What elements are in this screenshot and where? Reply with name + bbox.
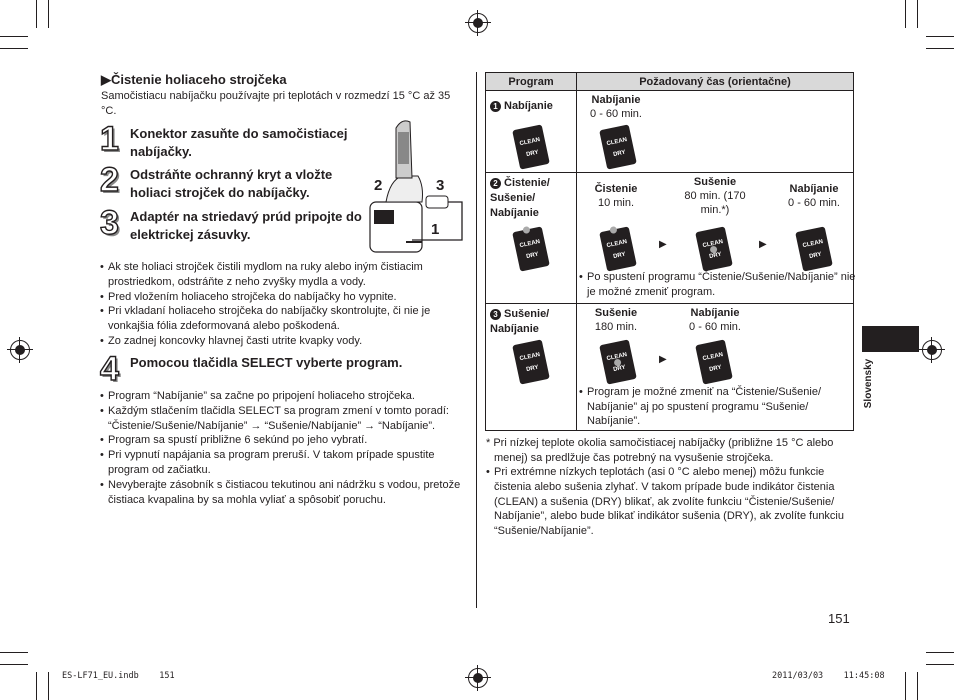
crop-mark [917, 0, 918, 28]
language-tab-label: Slovensky [863, 358, 875, 409]
clean-dry-indicator-icon: CLEAN DRY [599, 124, 637, 169]
list-item: • Pred vložením holiaceho strojčeka do nabíjačky ho vypnite. [100, 290, 462, 305]
list-item: • Každým stlačením tlačidla SELECT sa program zmení v tomto poradí: “Čistenie/Sušenie/Nabíjanie” → “Sušenie/Nabíjanie” → “Nabíjanie”. [100, 404, 470, 434]
program-number-badge: 2 [490, 178, 501, 189]
list-item: • Program sa spustí približne 6 sekúnd po jeho vybratí. [100, 433, 470, 448]
step-4-text: Pomocou tlačidla SELECT vyberte program. [130, 355, 403, 370]
crop-mark [926, 36, 954, 37]
registration-mark-icon [10, 340, 30, 360]
play-arrow-icon: ▶ [101, 72, 111, 87]
step-2-text: Odstráňte ochranný kryt a vložte holiaci strojček do nabíjačky. [130, 167, 333, 200]
column-divider [476, 72, 477, 608]
arrow-right-icon: ▶ [659, 354, 667, 365]
footnote-asterisk [486, 436, 859, 466]
phase-label: Sušenie [693, 176, 737, 188]
time-cell [577, 173, 854, 304]
step-number: 2 [100, 161, 119, 199]
phase-label: Nabíjanie [789, 183, 839, 195]
language-tab-marker [862, 326, 919, 352]
program-number-badge: 1 [490, 101, 501, 112]
crop-mark [926, 664, 954, 665]
phase-label: Nabíjanie [591, 94, 641, 106]
phase-time: 10 min. [597, 197, 635, 209]
clean-dry-indicator-icon: CLEAN DRY [512, 339, 550, 384]
figure-label: 1 [431, 221, 440, 238]
crop-mark [0, 664, 28, 665]
registration-mark-icon [468, 668, 488, 688]
program-name: Nabíjanie [504, 100, 553, 112]
program-name: Sušenie/ Nabíjanie [490, 308, 550, 335]
program-name-cell [486, 304, 577, 431]
figure-label: 2 [374, 177, 383, 194]
phase-label: Nabíjanie [690, 307, 740, 319]
registration-mark-icon [468, 13, 488, 33]
crop-mark [926, 652, 954, 653]
phase-label: Čistenie [594, 183, 638, 195]
print-footer-right: 2011/03/03 11:45:08 [772, 671, 885, 681]
program-note: Po spustení programu “Čistenie/Sušenie/Nabíjanie” nie je možné zmeniť program. [587, 271, 856, 298]
page-number: 151 [828, 611, 850, 626]
crop-mark [905, 672, 906, 700]
footnote-text: * Pri nízkej teplote okolia samočistiacej nabíjačky (približne 15 °C alebo menej) sa predlžuje čas potrebný na vysušenie strojčeka. [486, 437, 834, 464]
list-item: • Nevyberajte zásobník s čistiacou tekutinou ani nádržku s vodou, pretože čistiaca kvapalina by sa mohla vyliať a spôsobiť poruchu. [100, 478, 470, 508]
bullet-icon: • [579, 271, 583, 283]
section-intro: Samočistiacu nabíjačku používajte pri teplotách v rozmedzí 15 °C až 35 °C. [101, 90, 451, 117]
phase-time: 0 - 60 min. [689, 321, 741, 333]
crop-mark [36, 672, 37, 700]
crop-mark [905, 0, 906, 28]
program-name-cell [486, 91, 577, 173]
notes-list-1 [100, 260, 462, 349]
list-item: • Ak ste holiaci strojček čistili mydlom na ruky alebo iným čistiacim prostriedkom, odstráňte z neho zvyšky mydla a vody. [100, 260, 462, 290]
phase-time: 80 min. (170 min.*) [684, 190, 746, 216]
phase-time: 0 - 60 min. [788, 197, 840, 209]
arrow-right-icon: ▶ [659, 239, 667, 250]
clean-dry-indicator-icon: CLEAN DRY [599, 339, 637, 384]
column-header-program: Program [486, 73, 577, 91]
clean-dry-indicator-icon: CLEAN DRY [795, 226, 833, 271]
crop-mark [926, 48, 954, 49]
program-name: Čistenie/ Sušenie/ Nabíjanie [490, 177, 550, 219]
list-item: • Pri vkladaní holiaceho strojčeka do nabíjačky skontrolujte, či nie je vonkajšia fólia zdeformovaná alebo poškodená. [100, 304, 462, 334]
crop-mark [48, 0, 49, 28]
crop-mark [917, 672, 918, 700]
time-cell [577, 91, 854, 173]
program-number-badge: 3 [490, 309, 501, 320]
footnote-list [486, 465, 851, 539]
list-item: • Pri extrémne nízkych teplotách (asi 0 °C alebo menej) môžu funkcie čistenia alebo sušenia zlyhať. V takom prípade bude indikátor čistenia (CLEAN) a sušenia (DRY) blikať, ak zvolíte funkciu “Čistenie/Sušenie/ Nabíjanie”, alebo bude blikať indikátor sušenia (DRY), ak zvolíte funkciu “Sušenie/Nabíjanie”. [486, 465, 851, 539]
crop-mark [0, 652, 28, 653]
step-1-text: Konektor zasuňte do samočistiacej nabíjačky. [130, 126, 348, 159]
clean-dry-indicator-icon: CLEAN DRY [512, 226, 550, 271]
list-item: • Program “Nabíjanie” sa začne po pripojení holiaceho strojčeka. [100, 389, 470, 404]
column-header-time: Požadovaný čas (orientačne) [577, 73, 854, 91]
step-number: 3 [100, 204, 119, 242]
print-footer-left: ES-LF71_EU.indb 151 [62, 671, 175, 681]
arrow-right-icon: ▶ [759, 239, 767, 250]
bullet-icon: • [579, 386, 583, 398]
clean-dry-indicator-icon: CLEAN DRY [695, 226, 733, 271]
phase-time: 0 - 60 min. [590, 108, 642, 120]
phase [773, 182, 855, 210]
figure-label: 3 [436, 177, 445, 194]
step-number: 1 [100, 120, 119, 158]
step-number: 4 [100, 350, 119, 388]
crop-mark [0, 36, 28, 37]
registration-mark-icon [922, 340, 942, 360]
list-item: • Pri vypnutí napájania sa program preruší. V takom prípade spustite program od začiatku. [100, 448, 470, 478]
phase [577, 93, 655, 121]
crop-mark [0, 48, 28, 49]
section-title: ▶Čistenie holiaceho strojčeka [101, 72, 287, 87]
phase-label: Sušenie [594, 307, 638, 319]
phase [673, 306, 757, 334]
notes-list-2 [100, 389, 470, 507]
crop-mark [36, 0, 37, 28]
list-item: • Zo zadnej koncovky hlavnej časti utrite kvapky vody. [100, 334, 462, 349]
phase-time: 180 min. [594, 321, 638, 333]
clean-dry-indicator-icon: CLEAN DRY [695, 339, 733, 384]
clean-dry-indicator-icon: CLEAN DRY [512, 124, 550, 169]
time-cell [577, 304, 854, 431]
program-table [485, 72, 854, 431]
program-name-cell [486, 173, 577, 304]
phase [673, 175, 757, 217]
phase [577, 182, 655, 210]
phase [577, 306, 655, 334]
crop-mark [48, 672, 49, 700]
clean-dry-indicator-icon: CLEAN DRY [599, 226, 637, 271]
step-3-text: Adaptér na striedavý prúd pripojte do elektrickej zásuvky. [130, 209, 362, 242]
program-note: Program je možné zmeniť na “Čistenie/Sušenie/ Nabíjanie” aj po spustení programu “Sušenie/ Nabíjanie”. [587, 386, 822, 428]
